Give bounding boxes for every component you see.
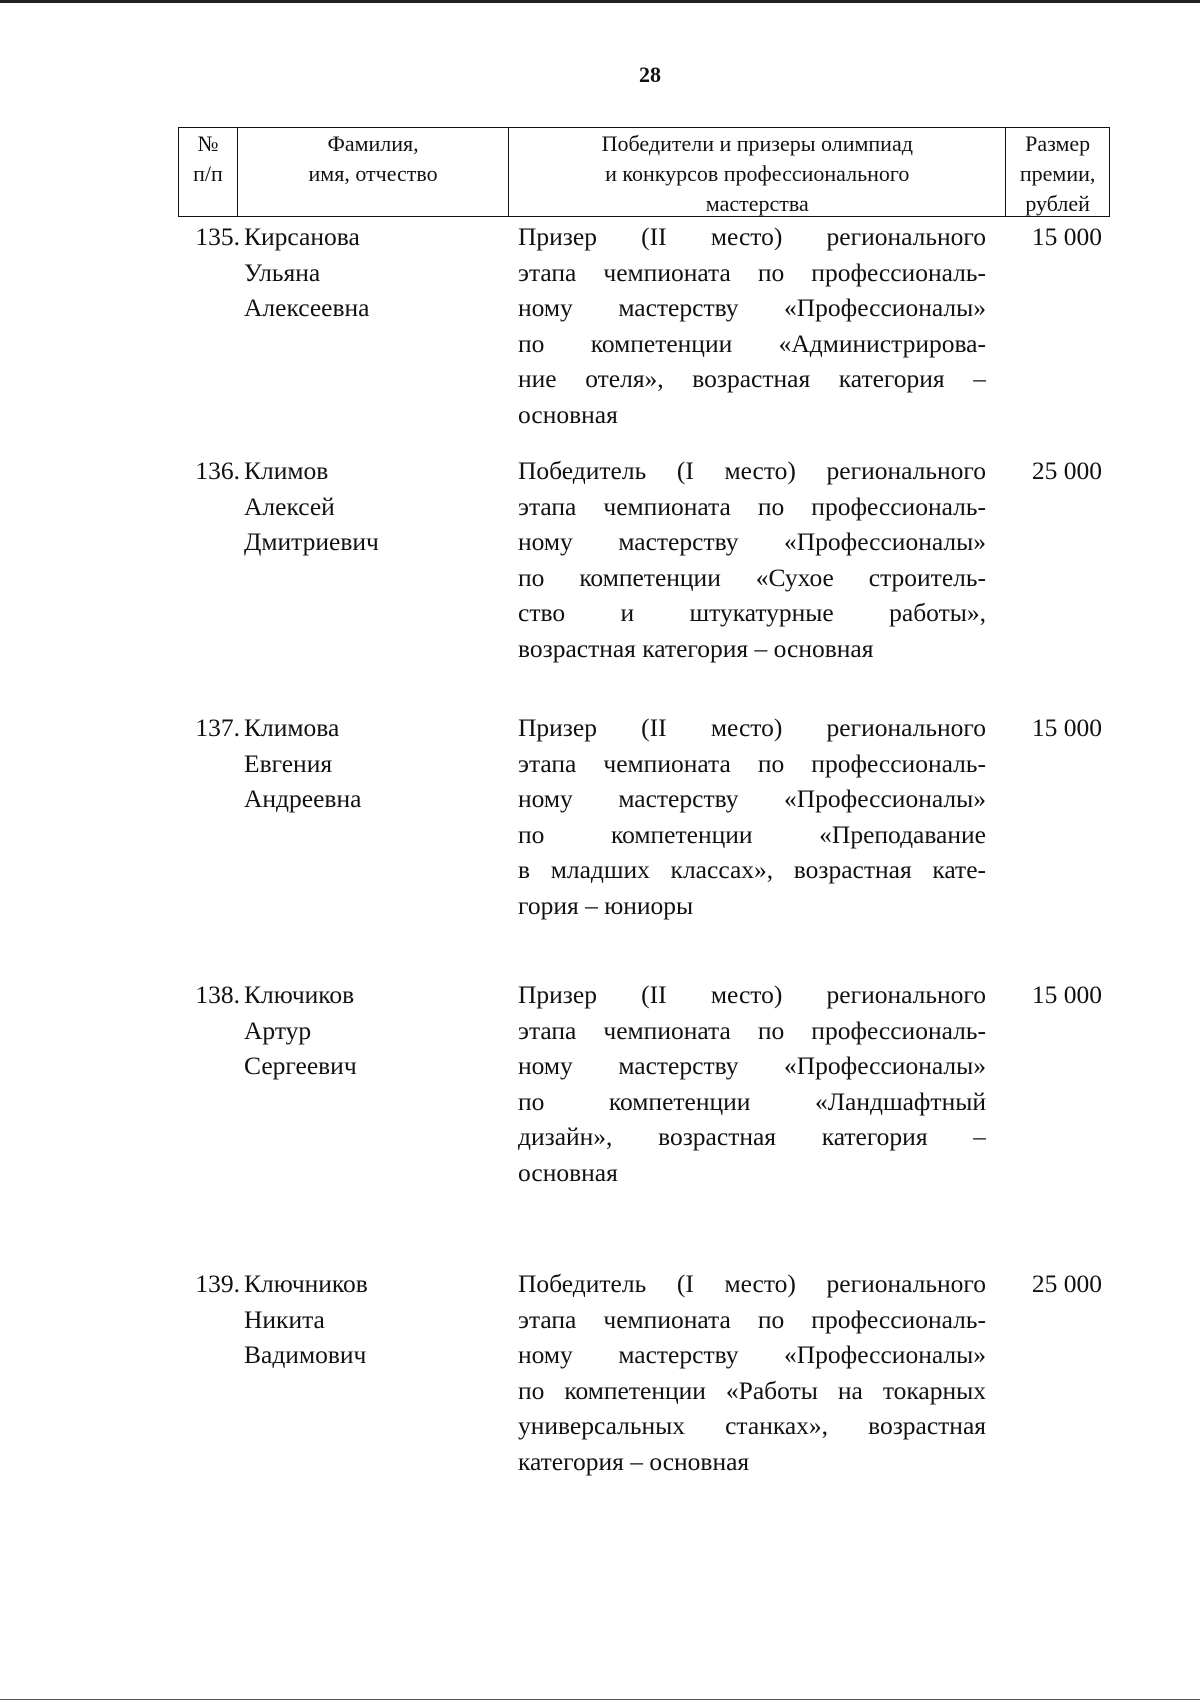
row-description xyxy=(518,710,986,923)
description-line: ному мастерству «Профессионалы» xyxy=(518,1051,986,1080)
description-line: дизайн», возрастная категория – xyxy=(518,1122,986,1151)
description-line: основная xyxy=(518,399,618,429)
description-line: Призер (II место) регионального xyxy=(518,713,986,742)
description-line: категория – основная xyxy=(518,1446,750,1476)
row-number: 135. xyxy=(195,222,240,251)
row-number: 139. xyxy=(195,1269,240,1298)
description-line: ство и штукатурные работы», xyxy=(518,598,986,627)
description-line: по компетенции «Работы на токарных xyxy=(518,1375,986,1405)
header-line: п/п xyxy=(193,161,223,186)
row-prize-amount: 15 000 xyxy=(1031,222,1102,251)
description-line: этапа чемпионата по профессиональ- xyxy=(518,257,986,287)
name-line: Алексей xyxy=(244,491,335,521)
description-line: гория – юниоры xyxy=(518,890,694,920)
row-description xyxy=(518,977,986,1190)
description-line: этапа чемпионата по профессиональ- xyxy=(518,748,986,778)
description-line: по компетенции «Администрирова- xyxy=(518,328,986,358)
row-description xyxy=(518,453,986,666)
header-line: и конкурсов профессионального xyxy=(605,161,910,186)
description-line: по компетенции «Преподавание xyxy=(518,819,986,849)
row-prize-amount: 25 000 xyxy=(1031,1269,1102,1298)
name-line: Климова xyxy=(244,713,340,742)
header-line: рублей xyxy=(1025,191,1090,216)
name-line: Кирсанова xyxy=(244,222,360,251)
name-line: Ульяна xyxy=(244,257,321,287)
row-full-name xyxy=(244,710,504,817)
description-line: ние отеля», возрастная категория – xyxy=(518,364,986,393)
description-line: Победитель (I место) регионального xyxy=(518,1269,986,1298)
name-line: Ключников xyxy=(244,1269,368,1298)
description-line: ному мастерству «Профессионалы» xyxy=(518,293,986,322)
header-line: Размер xyxy=(1025,131,1091,156)
header-line: Победители и призеры олимпиад xyxy=(601,131,913,156)
description-line: Призер (II место) регионального xyxy=(518,980,986,1009)
description-line: ному мастерству «Профессионалы» xyxy=(518,784,986,813)
description-line: этапа чемпионата по профессиональ- xyxy=(518,1015,986,1045)
description-line: по компетенции «Ландшафтный xyxy=(518,1086,986,1116)
row-number: 137. xyxy=(195,713,240,742)
row-full-name xyxy=(244,453,504,560)
name-line: Артур xyxy=(244,1015,312,1045)
row-prize-amount: 15 000 xyxy=(1031,980,1102,1009)
header-cell-name xyxy=(237,128,508,216)
description-line: Призер (II место) регионального xyxy=(518,222,986,251)
header-cell-prize xyxy=(1005,128,1109,216)
name-line: Вадимович xyxy=(244,1340,367,1369)
description-line: ному мастерству «Профессионалы» xyxy=(518,1340,986,1369)
name-line: Алексеевна xyxy=(244,293,370,322)
name-line: Никита xyxy=(244,1304,325,1334)
header-cell-number xyxy=(179,128,237,216)
description-line: универсальных станках», возрастная xyxy=(518,1411,986,1440)
row-number: 138. xyxy=(195,980,240,1009)
page-number: 28 xyxy=(639,62,661,87)
row-prize-amount: 25 000 xyxy=(1031,456,1102,485)
name-line: Климов xyxy=(244,456,329,485)
name-line: Евгения xyxy=(244,748,333,778)
header-line: мастерства xyxy=(705,191,809,216)
row-full-name xyxy=(244,1266,504,1373)
header-line: Фамилия, xyxy=(327,131,419,156)
row-prize-amount: 15 000 xyxy=(1031,713,1102,742)
header-line: премии, xyxy=(1019,161,1096,186)
bottom-border-line xyxy=(0,1699,1200,1700)
name-line: Дмитриевич xyxy=(244,527,379,556)
description-line: этапа чемпионата по профессиональ- xyxy=(518,491,986,521)
description-line: ному мастерству «Профессионалы» xyxy=(518,527,986,556)
table-header xyxy=(178,127,1110,217)
description-line: возрастная категория – основная xyxy=(518,633,874,663)
description-line: в младших классах», возрастная кате- xyxy=(518,855,986,884)
description-line: этапа чемпионата по профессиональ- xyxy=(518,1304,986,1334)
row-description xyxy=(518,1266,986,1479)
name-line: Ключиков xyxy=(244,980,355,1009)
header-line: имя, отчество xyxy=(308,161,438,186)
row-number: 136. xyxy=(195,456,240,485)
description-line: основная xyxy=(518,1157,618,1187)
name-line: Андреевна xyxy=(244,784,362,813)
description-line: Победитель (I место) регионального xyxy=(518,456,986,485)
row-description xyxy=(518,219,986,432)
top-border-line xyxy=(0,0,1200,3)
row-full-name xyxy=(244,219,504,326)
header-cell-description xyxy=(508,128,1005,216)
name-line: Сергеевич xyxy=(244,1051,357,1080)
row-full-name xyxy=(244,977,504,1084)
header-line: № xyxy=(197,131,219,156)
description-line: по компетенции «Сухое строитель- xyxy=(518,562,986,592)
